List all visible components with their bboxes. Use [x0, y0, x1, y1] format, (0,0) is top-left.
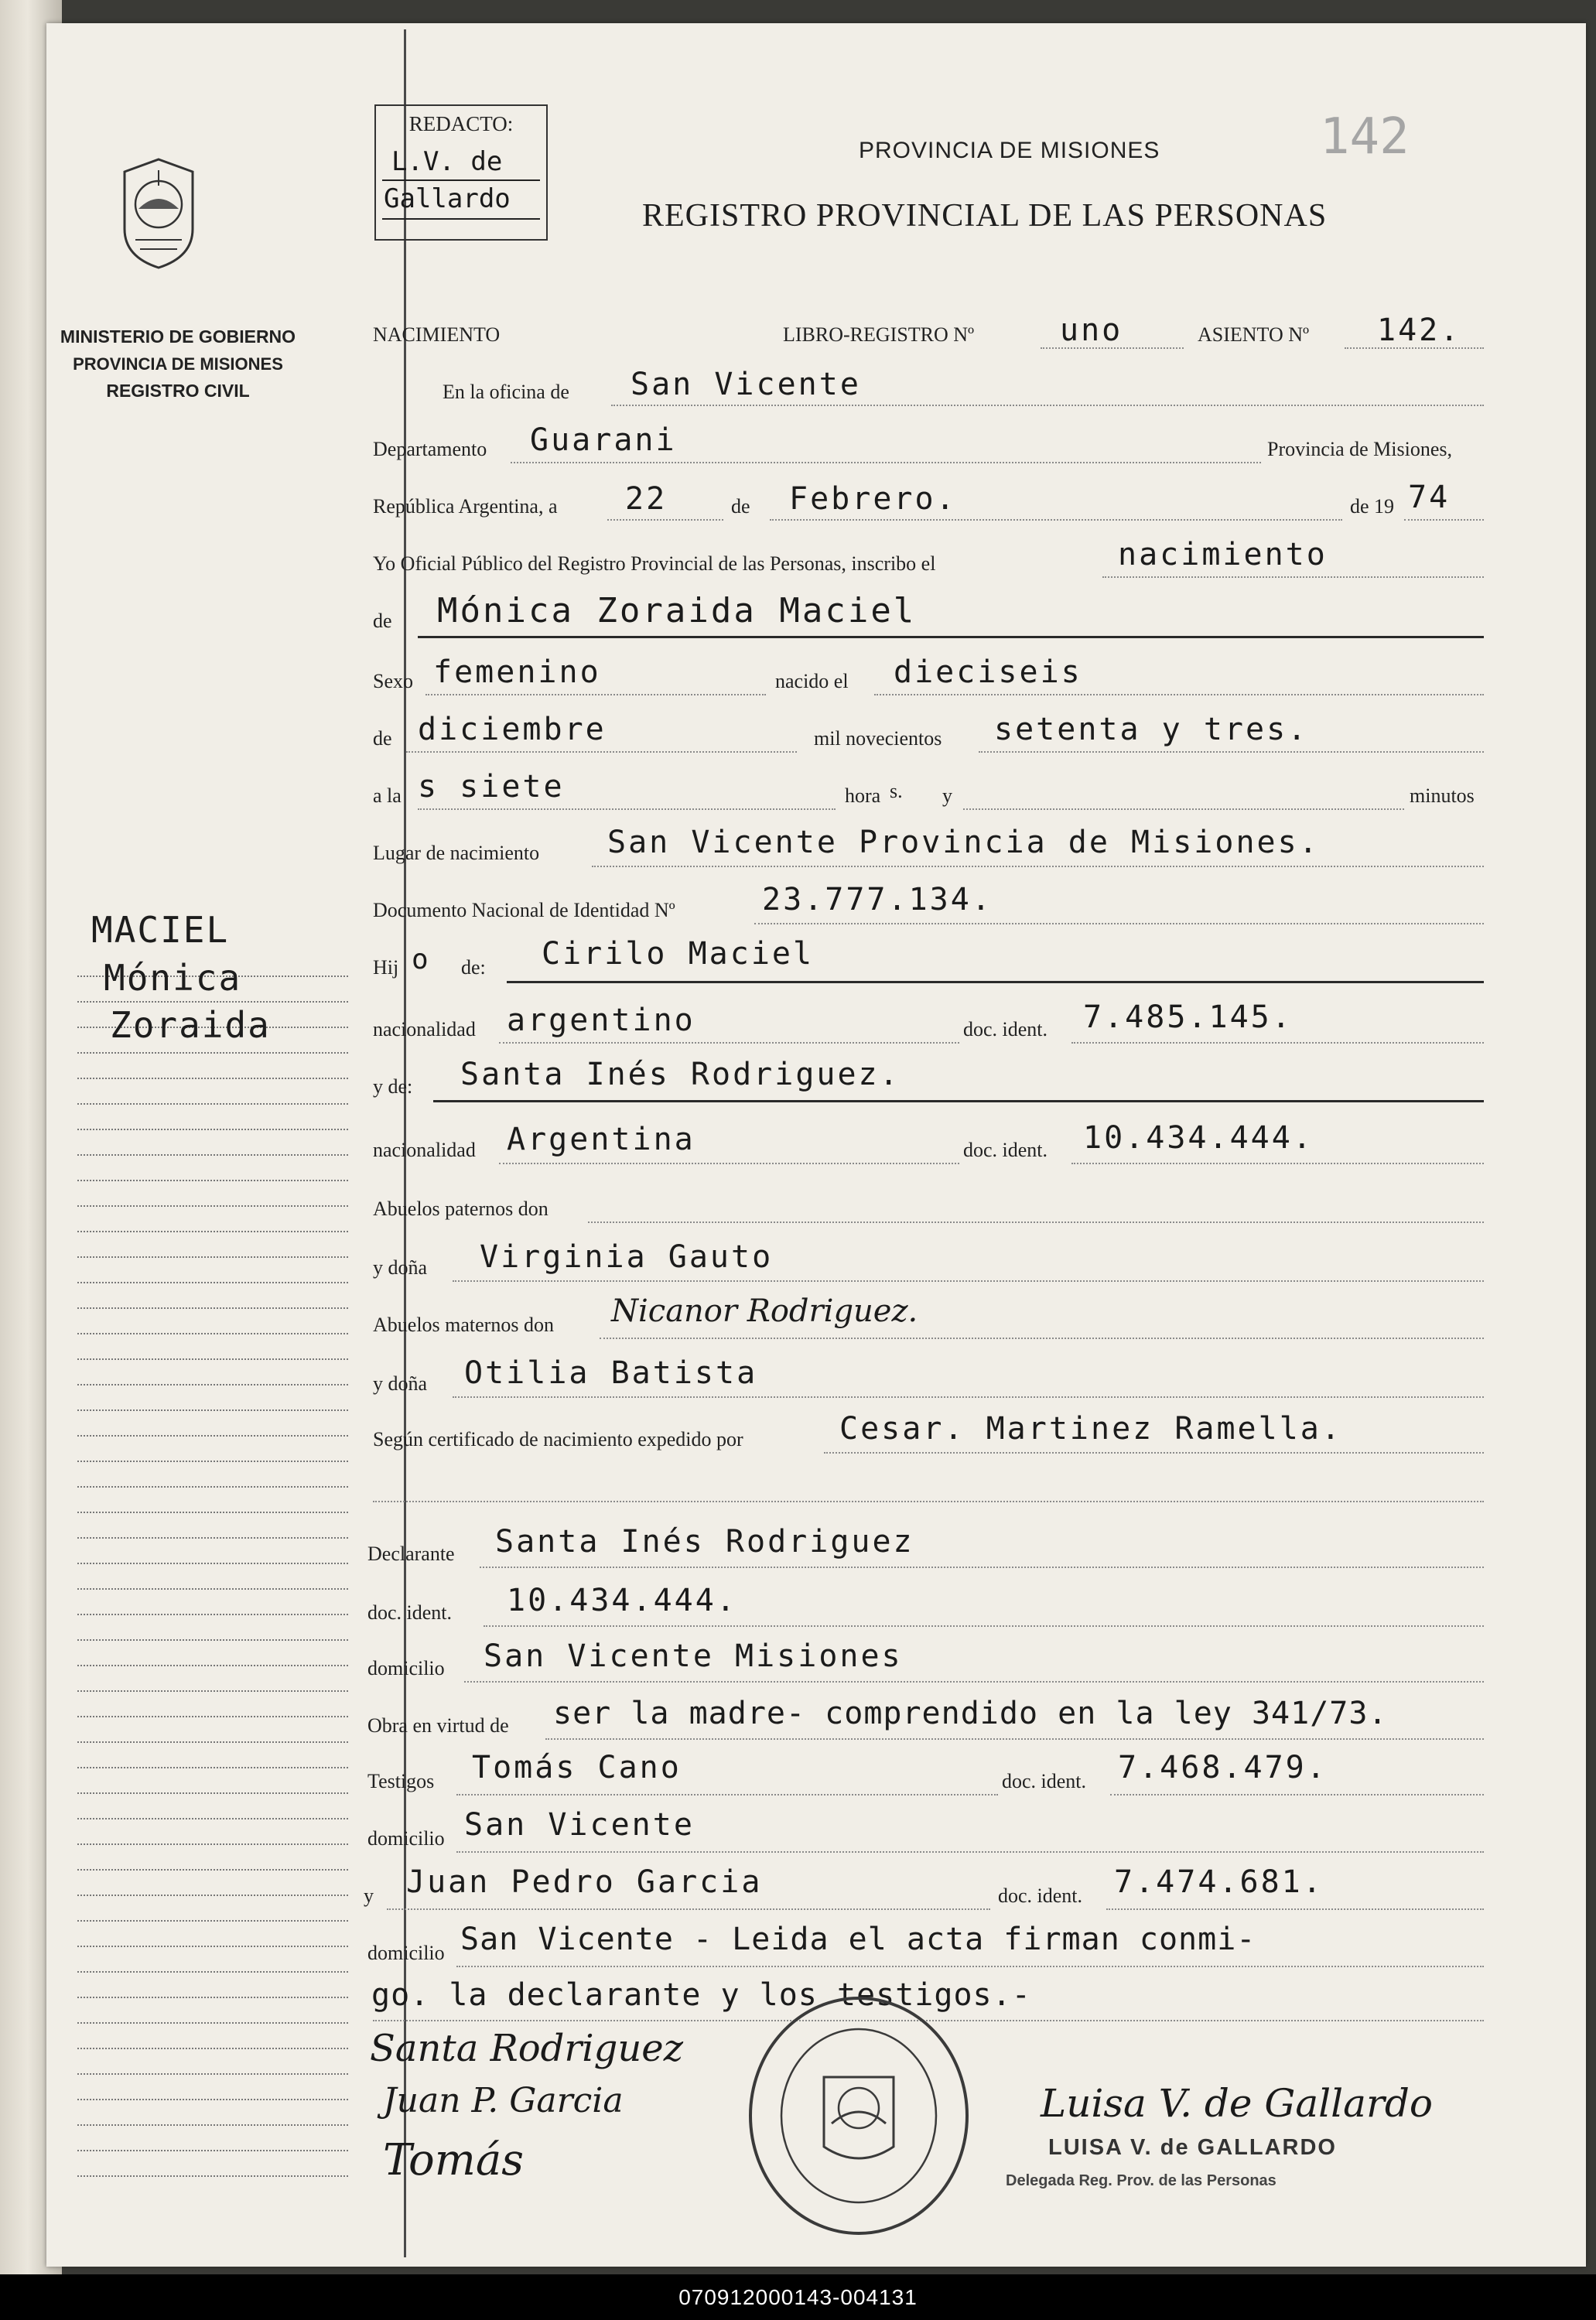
margin-line	[77, 1947, 348, 1973]
mother-underline	[433, 1100, 1484, 1102]
de-19-label: de 19	[1350, 495, 1395, 518]
margin-line	[77, 1411, 348, 1437]
testigos-label: Testigos	[367, 1770, 435, 1792]
month-value: Febrero.	[789, 481, 957, 517]
redacto-box	[374, 104, 548, 241]
testigo2-domicilio-label: domicilio	[367, 1942, 445, 1964]
yo-oficial-label: Yo Oficial Público del Registro Provincial de las Personas, inscribo el	[373, 552, 936, 575]
margin-line	[77, 2049, 348, 2075]
mother-name: Santa Inés Rodriguez.	[460, 1057, 901, 1092]
province-seal-icon	[112, 155, 205, 271]
person-name: Mónica Zoraida Maciel	[437, 591, 917, 630]
father-doc: 7.485.145.	[1083, 999, 1293, 1035]
libro-value: uno	[1060, 313, 1123, 348]
de-label: de	[373, 727, 392, 750]
margin-line	[77, 1156, 348, 1181]
province-line: PROVINCIA DE MISIONES	[73, 354, 283, 374]
dotted-line	[499, 1042, 959, 1044]
mil-novecientos-label: mil novecientos	[814, 727, 942, 750]
civil-registry-line: REGISTRO CIVIL	[106, 381, 250, 401]
dotted-line	[1110, 1794, 1484, 1796]
hora-label: hora	[845, 784, 881, 807]
testigo2-name: Juan Pedro Garcia	[406, 1864, 763, 1900]
ministry-heading	[46, 323, 309, 405]
mother-doc: 10.434.444.	[1083, 1120, 1314, 1156]
margin-line	[77, 1207, 348, 1232]
stamped-page-number: 142	[1320, 108, 1410, 166]
margin-line	[77, 1871, 348, 1896]
segun-label: Según certificado de nacimiento expedido por	[373, 1428, 743, 1450]
margin-line	[77, 1590, 348, 1615]
lugar-value: San Vicente Provincia de Misiones.	[607, 825, 1320, 860]
dotted-line	[824, 1452, 1484, 1454]
nacido-value: dieciseis	[894, 654, 1082, 690]
margin-line	[77, 1819, 348, 1845]
dotted-line	[1071, 1163, 1484, 1164]
margin-line	[77, 1768, 348, 1794]
province-title: PROVINCIA DE MISIONES	[859, 138, 1160, 163]
dotted-line	[387, 1908, 990, 1910]
margin-line	[77, 1666, 348, 1692]
testigo1-doc: 7.468.479.	[1118, 1750, 1328, 1785]
minutos-label: minutos	[1410, 784, 1475, 807]
margin-line	[77, 1079, 348, 1105]
dotted-line	[499, 1163, 959, 1164]
dotted-line	[511, 462, 1261, 463]
margin-given-name-2: Zoraida	[110, 1004, 271, 1046]
dotted-line	[611, 405, 1484, 406]
dotted-line	[1102, 576, 1484, 578]
libro-label: LIBRO-REGISTRO Nº	[783, 323, 975, 346]
hijo-suffix: o	[412, 944, 431, 975]
margin-line	[77, 1462, 348, 1488]
birth-month-value: diciembre	[418, 712, 607, 747]
mother-doc-label: doc. ident.	[963, 1139, 1048, 1161]
margin-line	[77, 1232, 348, 1258]
dotted-line	[456, 1794, 998, 1796]
closing-line: go. la declarante y los testigos.-	[371, 1977, 1031, 2013]
testigo1-domicilio-label: domicilio	[367, 1827, 445, 1850]
official-stamp-icon	[739, 1992, 979, 2240]
y-label: y	[942, 784, 952, 807]
margin-line	[77, 1539, 348, 1564]
hora-s: s.	[890, 780, 903, 802]
declarante-value: Santa Inés Rodriguez	[495, 1524, 914, 1560]
obra-value: ser la madre- comprendido en la ley 341/73.	[553, 1696, 1388, 1731]
archive-id-footer: 070912000143-004131	[0, 2274, 1596, 2320]
declarante-domicilio: San Vicente Misiones	[484, 1638, 903, 1674]
margin-surname: MACIEL	[91, 909, 230, 951]
official-name: LUISA V. de GALLARDO	[1048, 2135, 1337, 2160]
dotted-line	[545, 1738, 1484, 1740]
margin-line	[77, 1054, 348, 1079]
father-nationality-label: nacionalidad	[373, 1018, 476, 1040]
dotted-line	[464, 1681, 1484, 1683]
declarante-doc: 10.434.444.	[507, 1583, 737, 1618]
abuela-paterna: Virginia Gauto	[480, 1239, 774, 1275]
dotted-line	[425, 694, 766, 695]
nacimiento-label: NACIMIENTO	[373, 323, 501, 346]
lugar-label: Lugar de nacimiento	[373, 842, 540, 864]
obra-label: Obra en virtud de	[367, 1714, 509, 1737]
dotted-line	[373, 1501, 1484, 1502]
hijo-label: Hij	[373, 956, 399, 979]
dotted-line	[600, 1338, 1484, 1339]
margin-line	[77, 1513, 348, 1539]
de-name-label: de	[373, 610, 392, 632]
dotted-line	[453, 1280, 1484, 1282]
dotted-line	[1404, 519, 1484, 521]
nacido-label: nacido el	[775, 670, 849, 692]
redacto-label: REDACTO:	[408, 112, 514, 135]
dotted-line	[979, 751, 1484, 753]
mother-label: y de:	[373, 1075, 413, 1098]
margin-line	[77, 1488, 348, 1513]
dotted-line	[607, 519, 723, 521]
margin-line	[77, 1692, 348, 1717]
signature-declarante: Santa Rodriguez	[370, 2027, 683, 2070]
signature-testigo-2: Juan P. Garcia	[383, 2081, 624, 2120]
margin-line	[77, 2126, 348, 2151]
margin-line	[77, 1437, 348, 1462]
redacto-line	[382, 179, 540, 181]
margin-line	[77, 1743, 348, 1768]
margin-line	[77, 2100, 348, 2126]
segun-value: Cesar. Martinez Ramella.	[839, 1411, 1342, 1447]
republica-label: República Argentina, a	[373, 495, 558, 518]
margin-line	[77, 1845, 348, 1871]
margin-line	[77, 1105, 348, 1130]
dni-value: 23.777.134.	[762, 882, 993, 917]
hijo-de-label: de:	[461, 956, 486, 979]
inscribo-value: nacimiento	[1118, 537, 1328, 572]
asiento-label: ASIENTO Nº	[1198, 323, 1310, 346]
margin-line	[77, 1130, 348, 1156]
margin-ruled-lines	[77, 952, 348, 2177]
father-name: Cirilo Maciel	[542, 936, 815, 972]
name-underline	[418, 636, 1484, 638]
signature-testigo-1: Tomás	[383, 2135, 524, 2185]
ministry-line: MINISTERIO DE GOBIERNO	[60, 326, 296, 347]
margin-line	[77, 1334, 348, 1360]
dotted-line	[754, 923, 1484, 924]
father-doc-label: doc. ident.	[963, 1018, 1048, 1040]
dni-label: Documento Nacional de Identidad Nº	[373, 899, 675, 921]
dotted-line	[963, 808, 1404, 810]
provincia-misiones-label: Provincia de Misiones,	[1267, 438, 1453, 460]
sexo-label: Sexo	[373, 670, 413, 692]
testigo2-domicilio: San Vicente - Leida el acta firman conmi-	[460, 1922, 1256, 1957]
dotted-line	[1071, 1042, 1484, 1044]
official-signature: Luisa V. de Gallardo	[1041, 2081, 1433, 2126]
dotted-line	[453, 1396, 1484, 1398]
margin-line	[77, 1794, 348, 1819]
oficina-value: San Vicente	[631, 367, 861, 402]
redacto-handwriting-2: Gallardo	[384, 183, 511, 214]
dotted-line	[1106, 1908, 1484, 1910]
departamento-label: Departamento	[373, 438, 487, 460]
birth-year-words: setenta y tres.	[994, 712, 1309, 747]
margin-line	[77, 1309, 348, 1334]
dotted-line	[484, 1625, 1484, 1627]
margin-line	[77, 1896, 348, 1922]
ydona-label: y doña	[373, 1372, 428, 1395]
margin-line	[77, 1360, 348, 1386]
testigo2-doc: 7.474.681.	[1114, 1864, 1324, 1900]
sexo-value: femenino	[433, 654, 601, 690]
abuelos-paternos-label: Abuelos paternos don	[373, 1198, 549, 1220]
a-la-label: a la	[373, 784, 402, 807]
margin-line	[77, 1181, 348, 1207]
dotted-line	[456, 1851, 1484, 1853]
margin-line	[77, 1386, 348, 1411]
margin-line	[77, 1973, 348, 1998]
margin-line	[77, 2024, 348, 2049]
dotted-line	[770, 519, 1342, 521]
dotted-line	[480, 1567, 1484, 1568]
dotted-line	[456, 1966, 1484, 1967]
margin-line	[77, 1283, 348, 1309]
margin-line	[77, 1641, 348, 1666]
margin-line	[77, 2151, 348, 2177]
declarante-doc-label: doc. ident.	[367, 1601, 453, 1624]
dotted-line	[406, 751, 797, 753]
declarante-label: Declarante	[367, 1543, 455, 1565]
father-nationality: argentino	[507, 1003, 695, 1038]
abuela-materna: Otilia Batista	[464, 1355, 758, 1391]
ydona-label: y doña	[373, 1256, 428, 1279]
day-value: 22	[625, 481, 668, 517]
departamento-value: Guarani	[530, 422, 677, 458]
testigo1-name: Tomás Cano	[472, 1750, 682, 1785]
mother-nationality-label: nacionalidad	[373, 1139, 476, 1161]
testigo2-doc-label: doc. ident.	[998, 1884, 1083, 1907]
redacto-line	[382, 218, 540, 220]
dotted-line	[592, 866, 1484, 867]
asiento-value: 142.	[1377, 313, 1461, 348]
margin-line	[77, 1258, 348, 1283]
declarante-domicilio-label: domicilio	[367, 1657, 445, 1679]
oficina-label: En la oficina de	[443, 381, 569, 403]
year-value: 74	[1408, 480, 1451, 515]
testigo1-domicilio: San Vicente	[464, 1807, 695, 1843]
margin-line	[77, 2075, 348, 2100]
redacto-handwriting-1: L.V. de	[391, 146, 503, 177]
y-label: y	[364, 1884, 374, 1907]
abuelos-maternos-label: Abuelos maternos don	[373, 1314, 554, 1336]
margin-line	[77, 1922, 348, 1947]
official-title: Delegada Reg. Prov. de las Personas	[1006, 2172, 1276, 2189]
abuelo-materno: Nicanor Rodriguez.	[611, 1293, 918, 1329]
margin-line	[77, 1564, 348, 1590]
registry-title: REGISTRO PROVINCIAL DE LAS PERSONAS	[642, 198, 1328, 234]
de-label: de	[731, 495, 750, 518]
margin-line	[77, 1615, 348, 1641]
margin-given-name-1: Mónica	[104, 957, 242, 999]
dotted-line	[588, 1222, 1484, 1223]
dotted-line	[874, 694, 1484, 695]
testigo1-doc-label: doc. ident.	[1002, 1770, 1087, 1792]
margin-line	[77, 1998, 348, 2024]
mother-nationality: Argentina	[507, 1122, 695, 1157]
margin-line	[77, 1717, 348, 1743]
hora-value: s siete	[418, 769, 565, 805]
dotted-line	[418, 808, 836, 810]
father-underline	[507, 981, 1484, 983]
